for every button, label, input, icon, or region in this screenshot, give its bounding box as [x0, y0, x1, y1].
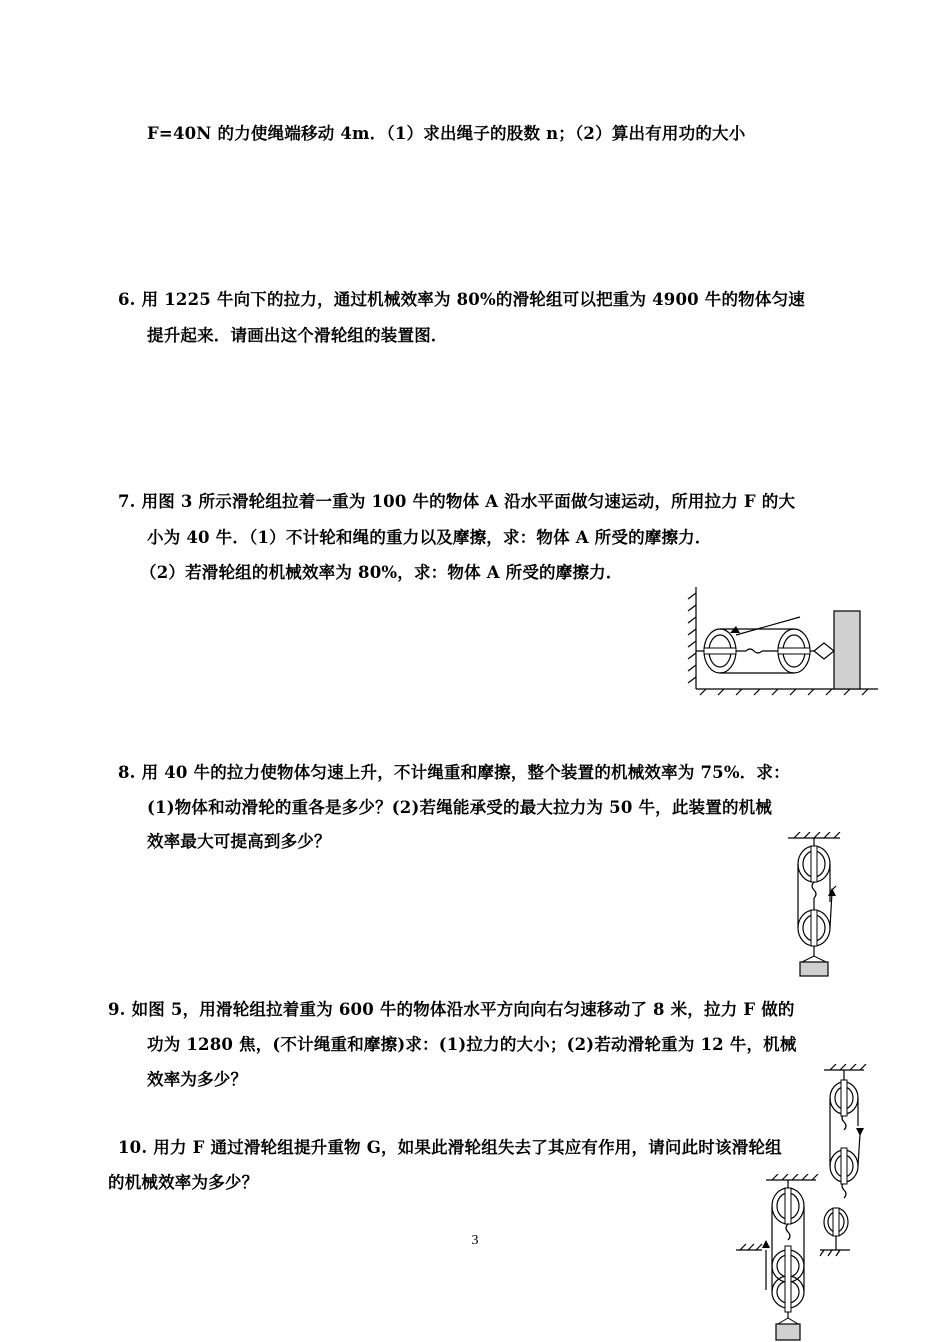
q6-line-2: 提升起来．请画出这个滑轮组的装置图． — [147, 326, 448, 345]
q9-line-1: 9. 如图 5，用滑轮组拉着重为 600 牛的物体沿水平方向向右匀速移动了 8 米，拉力 F 做的 — [108, 1000, 795, 1019]
q7-line-3: （2）若滑轮组的机械效率为 80%，求：物体 A 所受的摩擦力． — [140, 563, 623, 582]
q8-line-1: 8. 用 40 牛的拉力使物体匀速上升，不计绳重和摩擦，整个装置的机械效率为 75%．求： — [118, 763, 790, 782]
q7-line-1: 7. 用图 3 所示滑轮组拉着一重为 100 牛的物体 A 沿水平面做匀速运动，所用拉力 F 的大 — [118, 492, 796, 511]
double-pulley-figure — [816, 1064, 870, 1260]
page-number: 3 — [471, 1233, 479, 1248]
tall-pulley-figure — [736, 1174, 820, 1342]
q8-line-3: 效率最大可提高到多少？ — [147, 832, 331, 851]
horizontal-pulley-figure — [684, 585, 880, 697]
q10-line-1: 10. 用力 F 通过滑轮组提升重物 G，如果此滑轮组失去了其应有作用，请问此时该滑轮组 — [118, 1138, 782, 1157]
q9-line-2: 功为 1280 焦，(不计绳重和摩擦)求：(1)拉力的大小；(2)若动滑轮重为 12 牛，机械 — [147, 1035, 797, 1054]
q8-line-2: (1)物体和动滑轮的重各是多少？(2)若绳能承受的最大拉力为 50 牛，此装置的机械 — [147, 798, 773, 817]
q6-line-1: 6. 用 1225 牛向下的拉力，通过机械效率为 80%的滑轮组可以把重为 4900 牛的物体匀速 — [118, 290, 805, 309]
q7-line-2: 小为 40 牛．（1）不计轮和绳的重力以及摩擦，求：物体 A 所受的摩擦力． — [147, 528, 712, 547]
q10-line-2: 的机械效率为多少？ — [108, 1173, 259, 1192]
q9-line-3: 效率为多少？ — [147, 1070, 248, 1089]
vertical-pulley-figure — [784, 832, 846, 978]
q5-continuation: F=40N 的力使绳端移动 4m．（1）求出绳子的股数 n；（2）算出有用功的大小 — [147, 124, 746, 143]
